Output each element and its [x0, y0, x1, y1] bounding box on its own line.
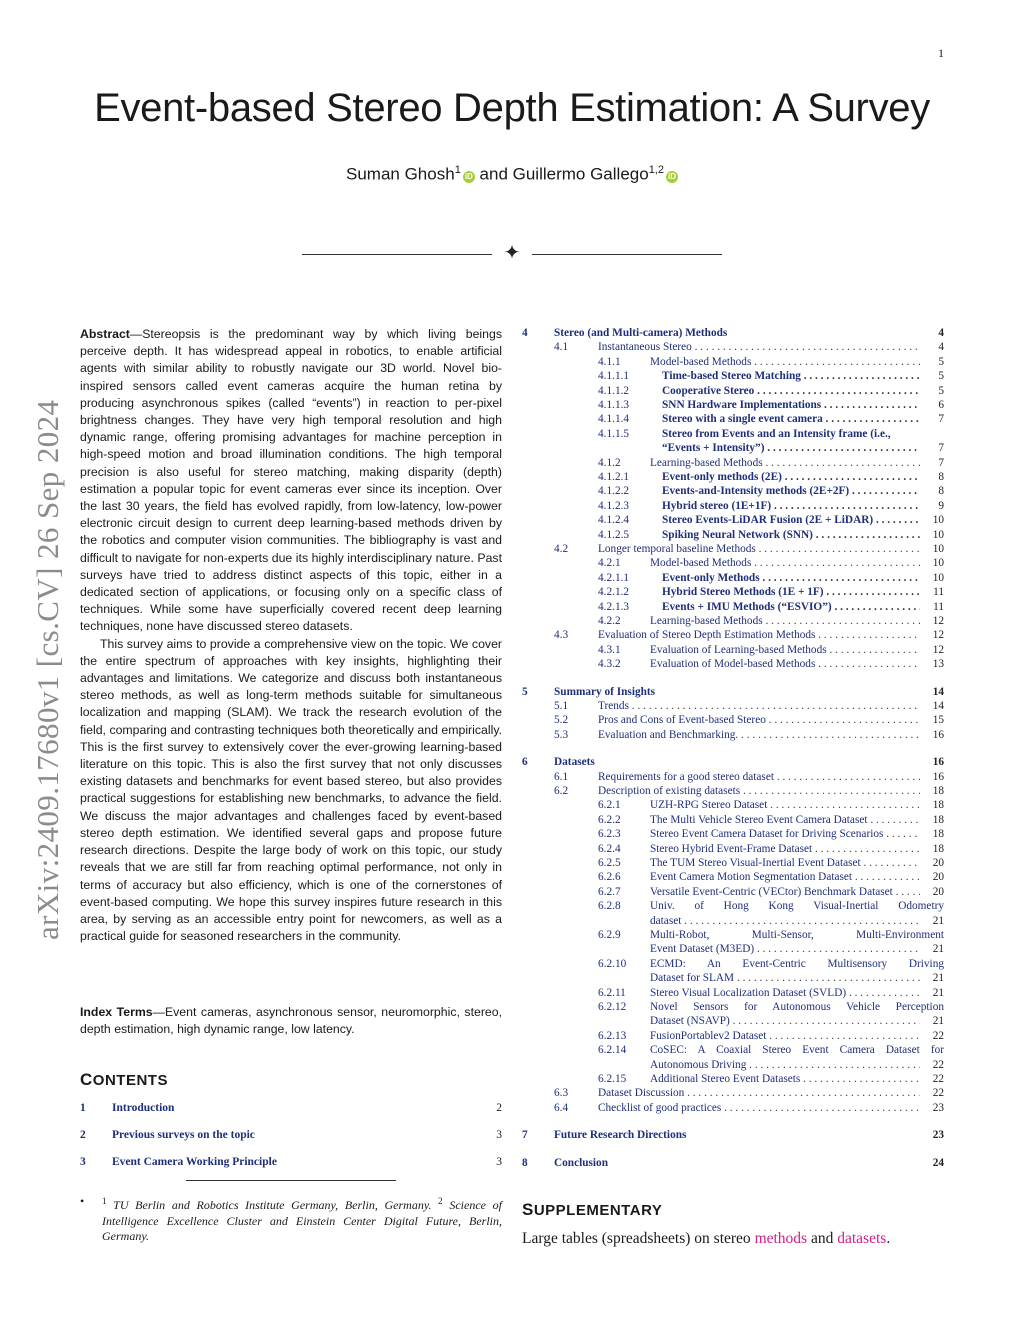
page-number: 1: [938, 46, 944, 60]
toc-entry-label[interactable]: ECMD: An Event-Centric Multisensory Driving: [650, 957, 944, 970]
toc-entry-number: 6: [522, 756, 528, 769]
toc-entry-page: 13: [932, 658, 944, 671]
toc-entry-label[interactable]: Dataset Discussion . . .: [598, 1086, 920, 1100]
toc-entry-number: 4.1.1.3: [598, 399, 630, 411]
toc-entry-label[interactable]: SNN Hardware Implementations . . .: [662, 398, 920, 412]
toc-entry-label[interactable]: Learning-based Methods . . .: [650, 614, 920, 628]
toc-entry-page: 16: [932, 756, 944, 769]
toc-entry-label[interactable]: Stereo with a single event camera . . .: [662, 412, 920, 426]
divider-star-icon: ✦: [503, 242, 521, 264]
toc-entry-label[interactable]: Additional Stereo Event Datasets . . .: [650, 1072, 920, 1086]
toc-entry-page: 22: [932, 1087, 944, 1100]
toc-entry-number: 4.3.2: [598, 658, 621, 671]
toc-entry-page: 22: [932, 1058, 944, 1071]
toc-entry-label[interactable]: Hybrid Stereo Methods (1E + 1F) . . .: [662, 585, 920, 599]
toc-entry-page: 12: [932, 615, 944, 627]
toc-entry-number: 8: [522, 1156, 528, 1169]
toc-entry-number: 6.2.4: [598, 842, 621, 855]
toc-entry-number: 5.3: [554, 728, 569, 741]
toc-entry-number: 6.2.9: [598, 929, 621, 941]
toc-entry-label[interactable]: Multi-Robot, Multi-Sensor, Multi-Environment: [650, 929, 944, 941]
toc-entry-number: 4.2.1.2: [598, 586, 630, 599]
toc-entry-label[interactable]: Hybrid stereo (1E+1F) . . .: [662, 499, 920, 513]
toc-entry-page: 15: [932, 714, 944, 727]
toc-entry-page: 20: [932, 857, 944, 869]
toc-entry-number: 6.2.5: [598, 857, 621, 869]
toc-entry-label[interactable]: Univ. of Hong Kong Visual-Inertial Odometry: [650, 900, 944, 913]
footnote: • $^1$ TU Berlin and Robotics Institute Germany, Berlin, Germany. $^2$ Science of Intelligence Excellence Cluster and Einstein Center Digital Future, Berlin, Germany.: [80, 1194, 502, 1243]
methods-link[interactable]: methods: [754, 1230, 808, 1247]
toc-entry-number: 4.2.1.1: [598, 571, 630, 584]
toc-entry-label[interactable]: Events + IMU Methods (“ESVIO”) . . .: [662, 600, 920, 614]
orcid-icon[interactable]: iD: [667, 171, 676, 181]
toc-entry-page: 4: [938, 327, 944, 339]
toc-entry-label[interactable]: Model-based Methods . . .: [650, 556, 920, 570]
toc-entry-page: 7: [938, 456, 944, 469]
index-terms-label: Index Terms: [80, 1005, 153, 1019]
toc-entry-page: 3: [496, 1129, 502, 1141]
toc-entry-number: 5.2: [554, 714, 569, 727]
abstract-paragraph: This survey aims to provide a comprehensive view on the topic. We cover the entire spectrum of approaches with key insights, highlighting their advantages and limitations. We categorize and discuss both instantaneous stereo methods, as well as long-term methods suitable for simultaneous localization and mapping (SLAM). We track the research evolution of the field, comparing and contrasting techniques both theoretically and empirically. This is the first survey to extensively cover the ever-growing learning-based literature on this topic. This is also the first survey that not only discusses existing datasets and benchmarks for event based stereo, but also provides practical suggestions for establishing new benchmarks, to advance the field. We discuss the major advantages and challenges faced by event-based stereo depth estimation. We identified several gaps and propose future research directions. Despite the large body of work on this topic, our study reveals that we are still far from reaching optimal performance, not only in terms of accuracy but also efficiency, which is one of the cornerstones of event-based computing. We hope this survey inspires future research in this area, by serving as an accessible entry point for newcomers, as well as a practical guide for seasoned researchers in the community.: [80, 636, 502, 944]
toc-entry-number: 6.2.6: [598, 871, 621, 884]
toc-entry-number: 4.1.1: [598, 355, 621, 368]
toc-entry-number: 4.1.2: [598, 456, 621, 469]
toc-entry-label[interactable]: The TUM Stereo Visual-Inertial Event Dataset . . .: [650, 856, 920, 870]
toc-entry-number: 4.1.2.2: [598, 485, 630, 498]
toc-entry-page: 18: [932, 799, 944, 812]
toc-entry-page: 20: [932, 871, 944, 884]
toc-entry-label[interactable]: Requirements for a good stereo dataset . . .: [598, 770, 920, 784]
supplementary-text: Large tables (spreadsheets) on stereo methods and datasets.: [522, 1230, 891, 1247]
supplementary-heading: SUPPLEMENTARY: [522, 1200, 663, 1219]
toc-entry-page: 6: [938, 399, 944, 411]
toc-entry-number: 4.1.2.3: [598, 499, 630, 512]
toc-entry-label[interactable]: The Multi Vehicle Stereo Event Camera Dataset . . .: [650, 813, 920, 827]
toc-entry-page: 18: [932, 842, 944, 855]
index-terms-text: —Event cameras, asynchronous sensor, neuromorphic, stereo, depth estimation, high dynamic range, low latency.: [80, 1005, 503, 1037]
toc-entry-number: 6.2.12: [598, 1001, 627, 1013]
toc-entry-number: 4.1.1.1: [598, 370, 630, 383]
toc-entry-number: 4.1.1.4: [598, 413, 630, 426]
footnote-rule: [186, 1180, 396, 1181]
toc-entry-page: 21: [932, 972, 944, 985]
toc-entry-page: 5: [938, 384, 944, 397]
toc-entry-number: 4: [522, 327, 528, 339]
toc-entry-page: 10: [932, 543, 944, 555]
toc-entry-number: 4.1.2.1: [598, 471, 630, 483]
toc-entry-label[interactable]: Trends . . .: [598, 699, 920, 713]
toc-entry-label[interactable]: Event Camera Working Principle: [112, 1156, 277, 1168]
toc-entry-page: 2: [496, 1102, 502, 1114]
toc-entry-label-continued[interactable]: Dataset for SLAM . . .: [650, 971, 920, 985]
toc-entry-label[interactable]: Events-and-Intensity methods (2E+2F) . . .: [662, 484, 920, 498]
toc-entry-label-continued[interactable]: “Events + Intensity”) . . .: [662, 441, 920, 455]
contents-heading: CONTENTS: [80, 1070, 168, 1089]
toc-entry-label[interactable]: Pros and Cons of Event-based Stereo . . .: [598, 713, 920, 727]
divider-line: [302, 254, 492, 255]
toc-entry-label[interactable]: Event Camera Motion Segmentation Dataset . . .: [650, 870, 920, 884]
toc-entry-number: 6.2.3: [598, 828, 621, 841]
toc-entry-page: 8: [938, 485, 944, 498]
toc-entry-number: 4.1.2.5: [598, 528, 630, 541]
toc-entry-number: 6.2: [554, 785, 569, 797]
toc-entry-number: 4.3: [554, 629, 569, 642]
toc-entry-page: 10: [932, 528, 944, 541]
toc-entry-label-continued[interactable]: Dataset (NSAVP) . . .: [650, 1014, 920, 1028]
author-connector: and: [474, 164, 513, 184]
toc-entry-label[interactable]: FusionPortablev2 Dataset . . .: [650, 1029, 920, 1043]
toc-entry-label[interactable]: Stereo Hybrid Event-Frame Dataset . . .: [650, 842, 920, 856]
toc-entry-page: 10: [932, 557, 944, 570]
toc-entry-label[interactable]: Versatile Event-Centric (VECtor) Benchmark Dataset . . .: [650, 885, 920, 899]
toc-entry-label[interactable]: Model-based Methods . . .: [650, 355, 920, 369]
toc-entry-number: 6.2.1: [598, 799, 621, 812]
toc-entry-page: 20: [932, 885, 944, 898]
abstract-label: Abstract: [80, 327, 130, 341]
toc-entry-page: 21: [932, 943, 944, 956]
toc-entry-number: 6.2.10: [598, 957, 627, 970]
toc-entry-number: 4.3.1: [598, 643, 621, 656]
toc-entry-page: 18: [932, 813, 944, 826]
toc-entry-label[interactable]: Instantaneous Stereo . . .: [598, 340, 920, 354]
toc-entry-page: 18: [932, 828, 944, 841]
toc-entry-page: 22: [932, 1029, 944, 1042]
datasets-link[interactable]: datasets: [837, 1230, 887, 1247]
abstract: [80, 326, 502, 945]
toc-entry-page: 3: [496, 1156, 502, 1168]
toc-entry-page: 24: [932, 1156, 944, 1169]
toc-entry-number: 4.1: [554, 341, 569, 354]
author-name[interactable]: Guillermo Gallego: [512, 164, 649, 184]
toc-entry-number: 4.1.1.5: [598, 427, 630, 440]
toc-entry-number: 6.2.8: [598, 900, 621, 913]
toc-entry-number: 6.2.13: [598, 1029, 627, 1042]
toc-entry-number: 4.2: [554, 543, 569, 555]
toc-entry-page: 7: [938, 413, 944, 426]
toc-entry-number: 5.1: [554, 700, 569, 712]
toc-entry-page: 22: [932, 1073, 944, 1085]
toc-entry-label[interactable]: Spiking Neural Network (SNN) . . .: [662, 528, 920, 542]
toc-entry-number: 6.4: [554, 1101, 569, 1114]
toc-entry-label[interactable]: Introduction: [112, 1102, 175, 1114]
toc-entry-label-continued[interactable]: Autonomous Driving . . .: [650, 1058, 920, 1072]
toc-entry-number: 6.1: [554, 770, 569, 783]
toc-entry-page: 8: [938, 471, 944, 483]
toc-entry-label[interactable]: Learning-based Methods . . .: [650, 456, 920, 470]
toc-entry-label[interactable]: Evaluation of Learning-based Methods . . .: [650, 643, 920, 657]
toc-entry-label-continued[interactable]: dataset . . .: [650, 914, 920, 928]
author-name[interactable]: Suman Ghosh: [346, 164, 455, 184]
toc-entry-number: 4.2.1.3: [598, 600, 630, 613]
toc-entry-number: 4.1.1.2: [598, 384, 630, 397]
toc-entry-number: 6.2.15: [598, 1073, 627, 1085]
paper-title: Event-based Stereo Depth Estimation: A Survey: [94, 86, 930, 130]
divider-line: [532, 254, 722, 255]
toc-entry-label[interactable]: Stereo Events-LiDAR Fusion (2E + LiDAR) . . .: [662, 513, 920, 527]
toc-entry-number: 4.2.1: [598, 557, 621, 570]
toc-entry-label[interactable]: Event-only methods (2E) . . .: [662, 470, 920, 484]
toc-entry-page: 9: [938, 499, 944, 512]
toc-entry-page: 11: [933, 600, 944, 613]
toc-entry-label[interactable]: Conclusion: [554, 1156, 608, 1169]
toc-entry-number: 2: [80, 1129, 86, 1141]
toc-entry-page: 7: [938, 442, 944, 455]
toc-entry-page: 16: [932, 728, 944, 741]
toc-entry-label[interactable]: Summary of Insights: [554, 685, 656, 698]
toc-entry-number: 1: [80, 1102, 86, 1114]
toc-entry-number: 7: [522, 1129, 528, 1142]
toc-entry-number: 3: [80, 1156, 86, 1168]
toc-entry-label[interactable]: Longer temporal baseline Methods . . .: [598, 542, 920, 556]
toc-entry-number: 5: [522, 685, 528, 698]
toc-entry-label-continued[interactable]: Event Dataset (M3ED) . . .: [650, 942, 920, 956]
arxiv-stamp[interactable]: arXiv:2409.17680v1 [cs.CV] 26 Sep 2024: [30, 399, 65, 940]
toc-entry-label[interactable]: Evaluation of Stereo Depth Estimation Methods . . .: [598, 628, 920, 642]
toc-entry-page: 23: [932, 1101, 944, 1114]
toc-entry-label[interactable]: Cooperative Stereo . . .: [662, 384, 920, 398]
toc-entry-label[interactable]: Event-only Methods . . .: [662, 571, 920, 585]
toc-entry-page: 21: [932, 1015, 944, 1028]
toc-entry-page: 5: [938, 355, 944, 368]
toc-entry-page: 21: [932, 914, 944, 927]
toc-entry-page: 18: [932, 785, 944, 797]
title-divider: [302, 244, 722, 264]
toc-entry-page: 11: [933, 586, 944, 599]
toc-entry-label[interactable]: Previous surveys on the topic: [112, 1129, 255, 1141]
toc-entry-number: 6.2.2: [598, 813, 621, 826]
toc-entry-number: 4.1.2.4: [598, 514, 630, 527]
toc-entry-number: 4.2.2: [598, 615, 621, 627]
toc-entry-page: 10: [932, 514, 944, 527]
author-line: [0, 164, 1024, 185]
toc-entry-page: 21: [932, 986, 944, 999]
toc-entry-number: 6.2.11: [598, 986, 626, 999]
toc-entry-label[interactable]: Novel Sensors for Autonomous Vehicle Perception: [650, 1001, 944, 1013]
toc-entry-page: 12: [932, 629, 944, 642]
toc-entry-label[interactable]: Evaluation and Benchmarking. . . .: [598, 728, 920, 742]
toc-entry-number: 6.2.7: [598, 885, 621, 898]
toc-entry-page: 12: [932, 643, 944, 656]
toc-entry-label[interactable]: Stereo Event Camera Dataset for Driving Scenarios . . .: [650, 827, 920, 841]
affiliation-mark: 1,2: [648, 164, 664, 176]
toc-entry-page: 5: [938, 370, 944, 383]
toc-entry-label[interactable]: Stereo Visual Localization Dataset (SVLD) . . .: [650, 986, 920, 1000]
toc-entry-page: 16: [932, 770, 944, 783]
affiliation-mark: 1: [454, 164, 461, 176]
toc-entry-number: 6.2.14: [598, 1044, 627, 1057]
toc-entry-page: 14: [932, 685, 944, 698]
toc-entry-label[interactable]: Stereo (and Multi-camera) Methods: [554, 327, 728, 339]
toc-entry-label[interactable]: UZH-RPG Stereo Dataset . . .: [650, 798, 920, 812]
toc-entry-page: 23: [932, 1129, 944, 1142]
toc-entry-number: 6.3: [554, 1087, 569, 1100]
index-terms: [80, 1004, 502, 1038]
toc-entry-label[interactable]: Stereo from Events and an Intensity frame (i.e.,: [662, 427, 891, 440]
orcid-icon[interactable]: iD: [464, 171, 473, 181]
toc-entry-page: 4: [938, 341, 944, 354]
toc-entry-label[interactable]: CoSEC: A Coaxial Stereo Event Camera Dataset for: [650, 1044, 944, 1057]
toc-entry-page: 10: [932, 571, 944, 584]
toc-entry-label[interactable]: Evaluation of Model-based Methods . . .: [650, 657, 920, 671]
abstract-paragraph: —Stereopsis is the predominant way by which living beings perceive depth. It has widespread appeal in robotics, to enable artificial agents with similar ability to robustly navigate our 3D world. Novel bio-inspired sensors called event cameras acquire the human retina by producing asynchronous spikes (called “events”) in reaction to per-pixel brightness changes. They have very high temporal resolution and high dynamic range, offering promising advantages for machine perception in high-speed motion and broad illumination conditions. The high temporal precision is also useful for stereo matching, making disparity (depth) estimation a popular topic for event cameras ever since its inception. Over the last 30 years, the field has evolved rapidly, from low-latency, low-power electronic circuit design to current deep learning-based methods driven by the robotics and computer vision communities. The bibliography is vast and difficult to navigate for non-experts due its highly interdisciplinary nature. Past surveys have tried to address distinct aspects of this topic, either in a dedicated section of applications, or focusing only on a specific class of techniques. While some have superficially covered recent deep learning techniques, none have discussed stereo datasets.: [80, 327, 502, 634]
toc-entry-label[interactable]: Description of existing datasets . . .: [598, 784, 920, 798]
toc-entry-page: 14: [932, 700, 944, 712]
toc-entry-label[interactable]: Checklist of good practices . . .: [598, 1101, 920, 1115]
toc-entry-label[interactable]: Time-based Stereo Matching . . .: [662, 369, 920, 383]
toc-entry-label[interactable]: Future Research Directions: [554, 1129, 687, 1142]
footnote-bullet: •: [80, 1194, 85, 1208]
toc-entry-label[interactable]: Datasets: [554, 756, 595, 769]
